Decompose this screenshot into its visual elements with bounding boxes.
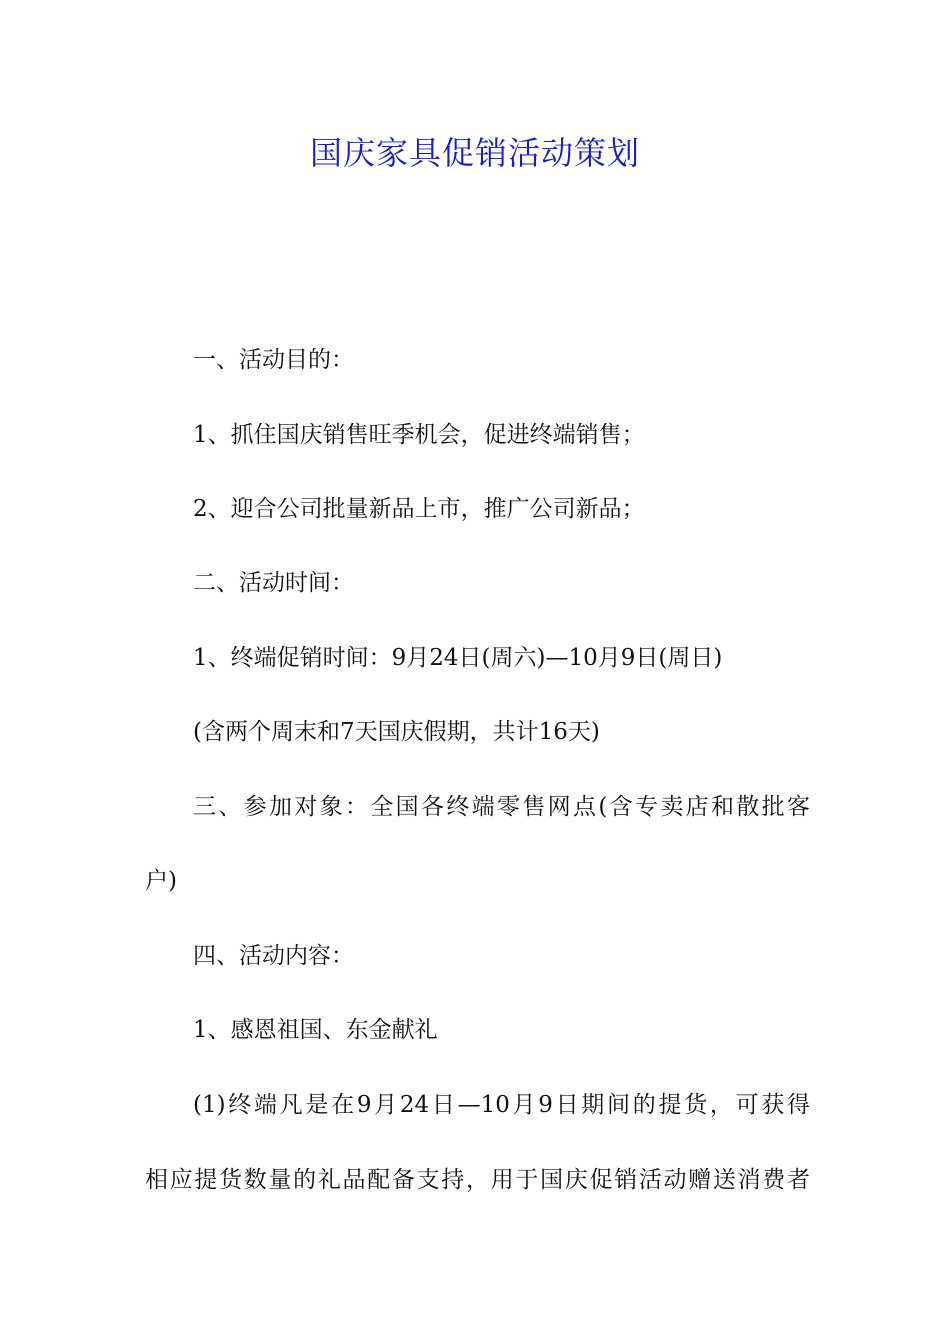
content-subitem-1: (1)终端凡是在9月24日—10月9日期间的提货，可获得 [193, 1092, 810, 1118]
purpose-item-1: 1、抓住国庆销售旺季机会，促进终端销售； [193, 422, 645, 448]
section-heading-purpose: 一、活动目的： [193, 347, 354, 373]
section-participants: 三、参加对象：全国各终端零售网点(含专卖店和散批客 [193, 794, 810, 820]
document-title: 国庆家具促销活动策划 [309, 134, 640, 172]
content-item-1: 1、感恩祖国、东金献礼 [193, 1017, 438, 1043]
time-item-note: (含两个周末和7天国庆假期，共计16天) [193, 719, 600, 745]
purpose-item-2: 2、迎合公司批量新品上市，推广公司新品； [193, 496, 645, 522]
section-participants-continued: 户) [145, 868, 177, 894]
section-heading-content: 四、活动内容： [193, 943, 354, 969]
section-heading-time: 二、活动时间： [193, 570, 354, 596]
time-item-1: 1、终端促销时间：9月24日(周六)—10月9日(周日) [193, 645, 723, 671]
content-subitem-1-continued: 相应提货数量的礼品配备支持，用于国庆促销活动赠送消费者 [145, 1167, 810, 1193]
